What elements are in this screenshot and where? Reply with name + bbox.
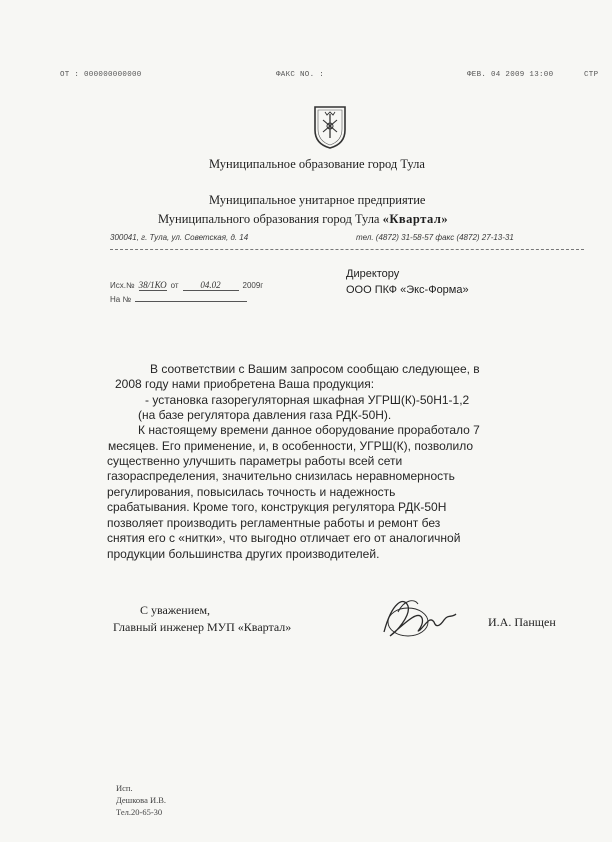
body-line: продукции большинства других производителей. <box>107 547 380 561</box>
municipality-title: Муниципальное образование город Тула <box>209 157 425 171</box>
body-line: К настоящему времени данное оборудование проработало 7 <box>138 423 480 437</box>
body-line: месяцев. Его применение, и, в особенности, УГРШ(К), позволило <box>108 439 474 453</box>
incoming-reference <box>110 289 247 307</box>
in-number-label: На № <box>110 295 132 304</box>
out-number-label: Исх.№ <box>110 281 135 290</box>
body-line: снятия его с «нитки», что выгодно отличает его от аналогичной <box>107 531 461 545</box>
org-address: 300041, г. Тула, ул. Советская, д. 14 <box>110 233 249 242</box>
in-number-blank <box>135 293 247 302</box>
body-line: газораспределения, значительно снизилась неравномерность <box>107 469 455 483</box>
out-date: 04.02 <box>183 280 239 291</box>
body-line: (на базе регулятора давления газа РДК-50Н). <box>138 408 392 422</box>
executor-phone: Тел.20-65-30 <box>116 807 163 817</box>
body-line: существенно улучшить параметры работы всей сети <box>107 454 403 468</box>
body-line: - установка газорегуляторная шкафная УГРШ(К)-50Н1-1,2 <box>145 393 470 407</box>
enterprise-name: «Квартал» <box>382 212 449 226</box>
fax-page: СТР <box>584 71 599 79</box>
out-number: 38/1КО <box>138 280 167 290</box>
addressee-company: ООО ПКФ «Экс-Форма» <box>346 284 469 296</box>
closing-phrase: С уважением, <box>140 603 211 617</box>
coat-of-arms-icon <box>312 104 348 150</box>
executor-name: Дешкова И.В. <box>116 795 167 805</box>
body-line: 2008 году нами приобретена Ваша продукция: <box>115 377 375 391</box>
header-divider <box>110 249 584 250</box>
executor-label: Исп. <box>116 783 133 793</box>
enterprise-subtitle-prefix: Муниципального образования город Тула <box>158 212 380 226</box>
body-line: В соответствии с Вашим запросом сообщаю следующее, в <box>150 362 480 376</box>
out-date-label: от <box>170 281 179 290</box>
signatory-name: И.А. Панщен <box>488 615 556 629</box>
fax-number: ФАКС NO. : <box>276 71 325 79</box>
fax-from: ОТ : 000000000000 <box>60 71 142 79</box>
body-line: позволяет производить регламентные работы и ремонт без <box>107 516 441 530</box>
addressee-position: Директору <box>346 268 400 280</box>
signatory-title: Главный инженер МУП «Квартал» <box>113 620 292 634</box>
fax-datetime: ФЕВ. 04 2009 13:00 <box>467 71 554 79</box>
enterprise-subtitle <box>158 212 448 227</box>
enterprise-title: Муниципальное унитарное предприятие <box>209 193 426 207</box>
body-line: срабатывания. Кроме того, конструкция регулятора РДК-50Н <box>107 500 447 514</box>
handwritten-signature <box>378 592 460 644</box>
org-contacts: тел. (4872) 31-58-57 факс (4872) 27-13-31 <box>356 233 514 242</box>
body-line: регулирования, повысилась точность и надежность <box>107 485 396 499</box>
out-year: 2009г <box>242 281 264 290</box>
